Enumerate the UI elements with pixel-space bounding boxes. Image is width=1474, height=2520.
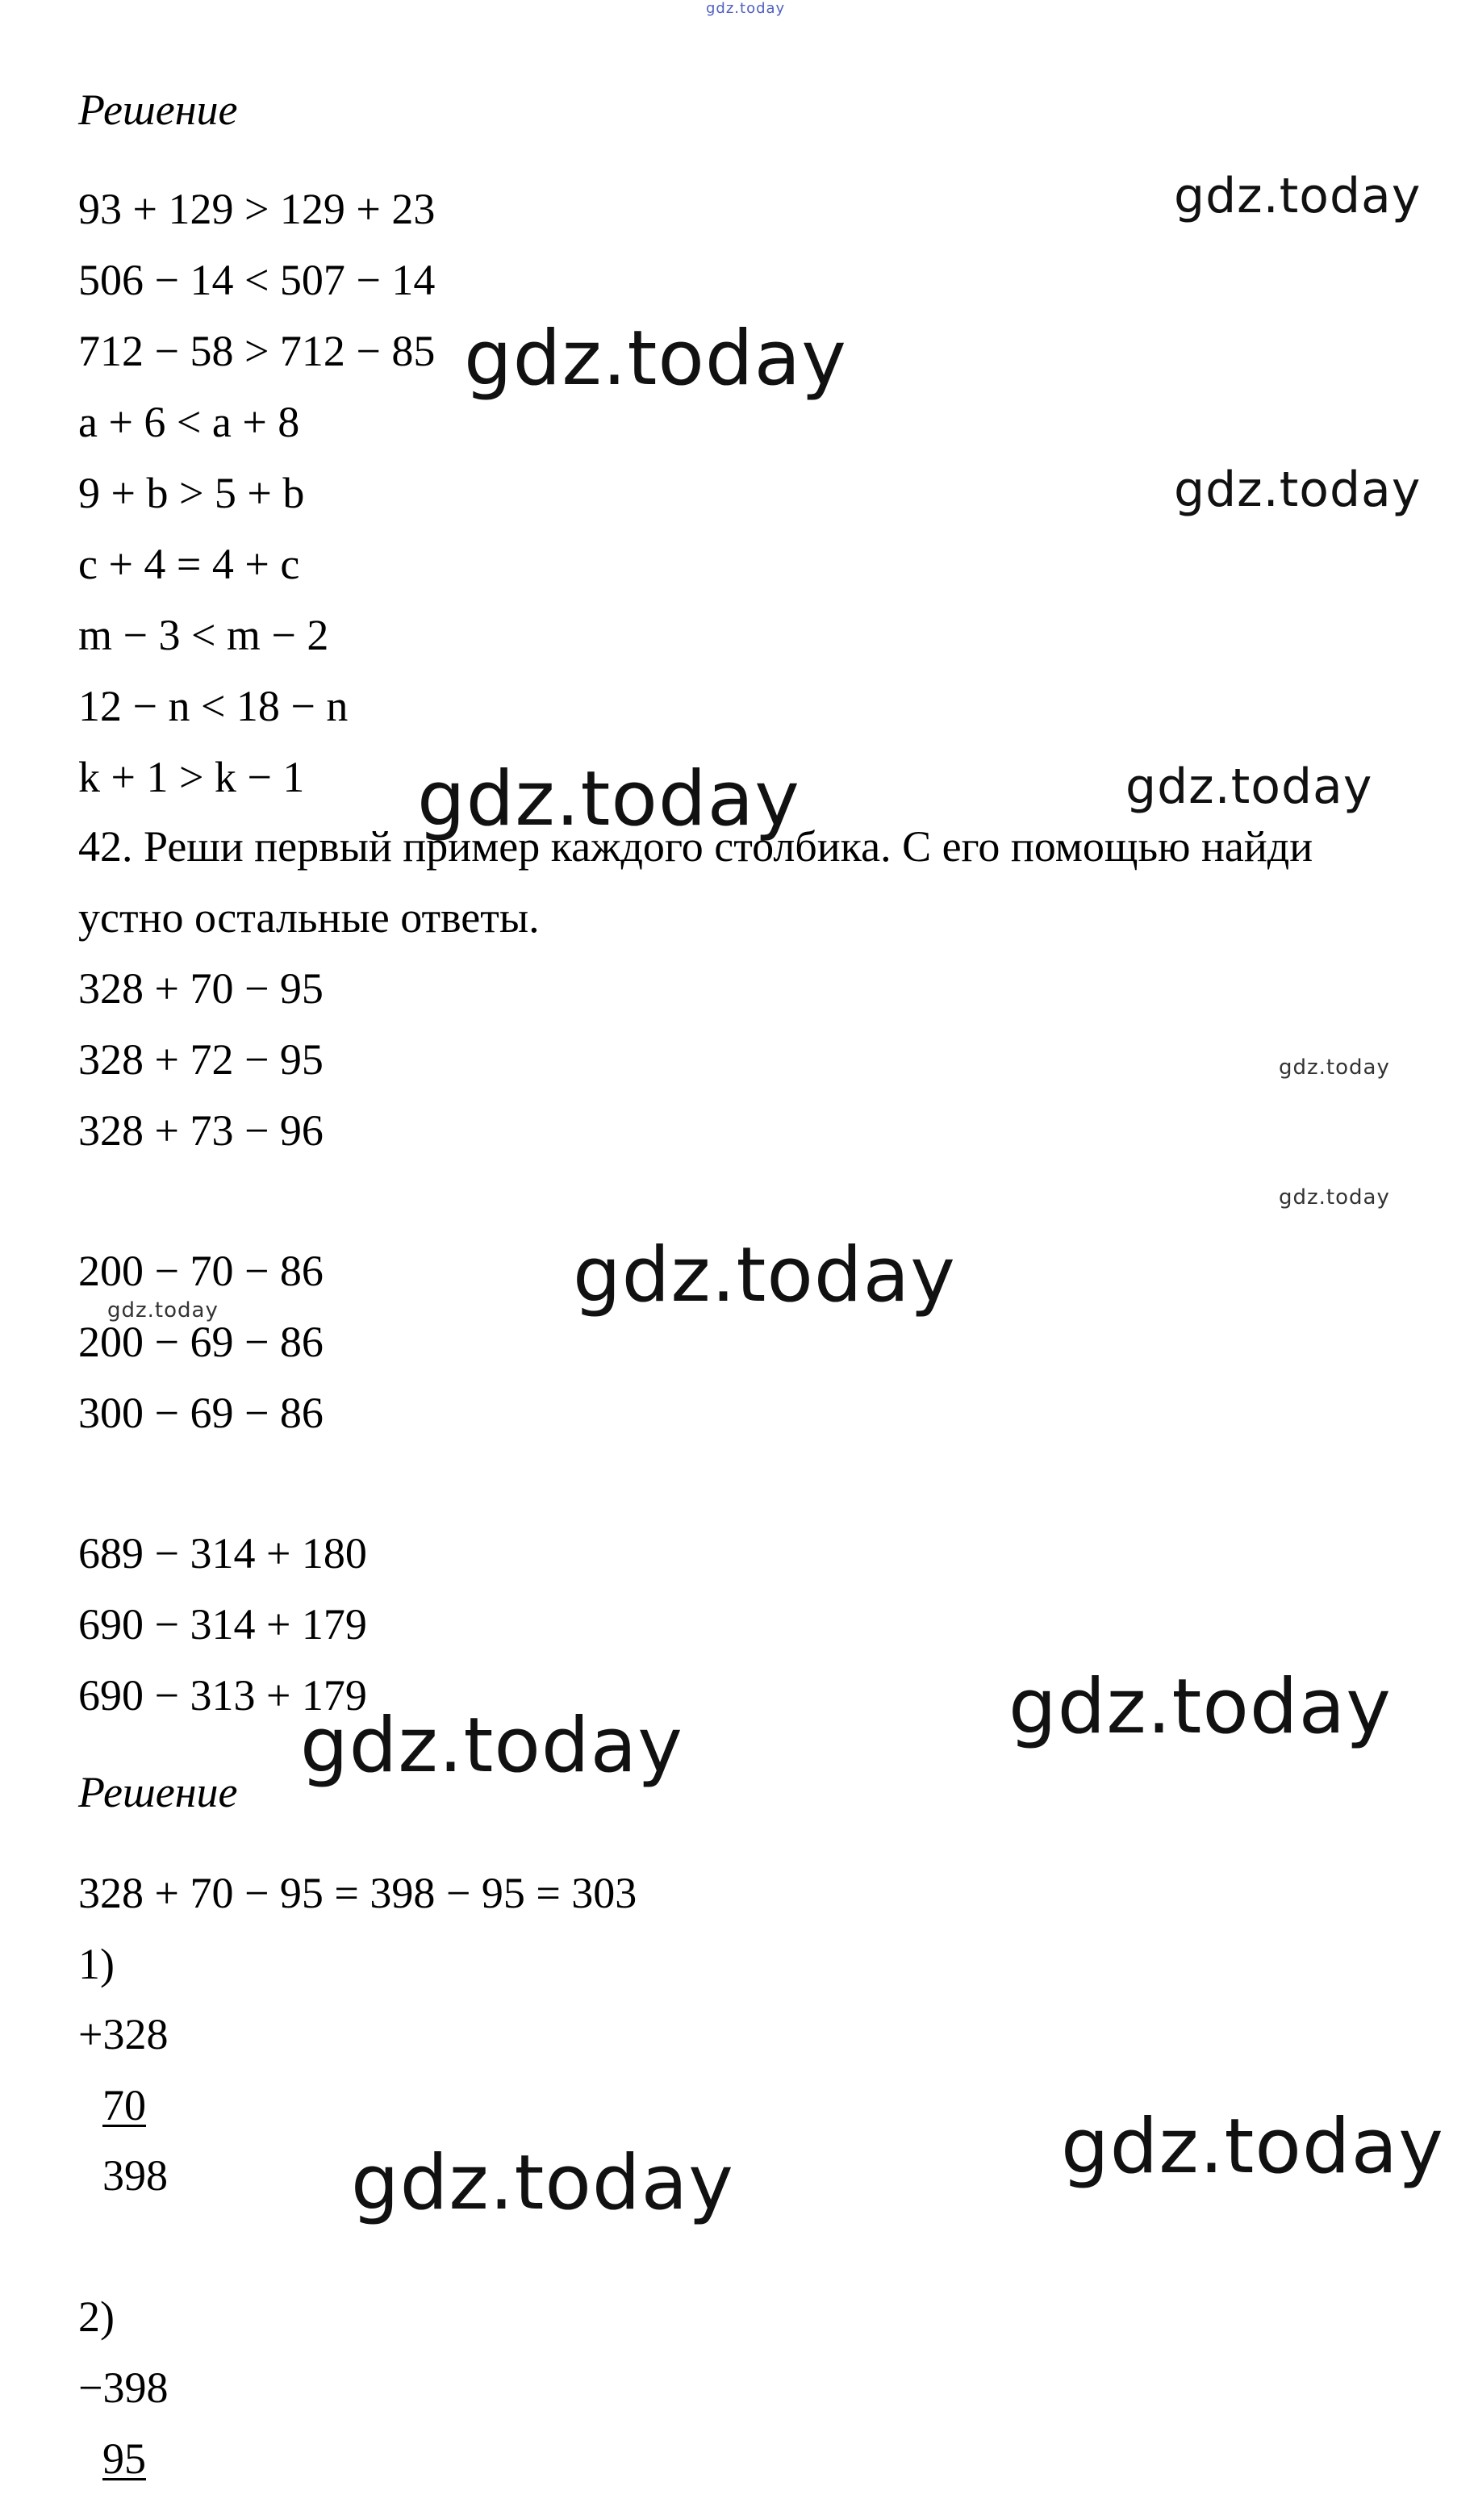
example-line: 200 − 69 − 86 xyxy=(78,1318,324,1366)
watermark: gdz.today xyxy=(417,755,800,843)
example-line: 328 + 73 − 96 xyxy=(78,1106,324,1155)
example-line: 200 − 70 − 86 xyxy=(78,1247,324,1295)
solution-heading-2: Решение xyxy=(78,1768,238,1816)
column-result: 398 xyxy=(102,2151,168,2200)
example-line: 300 − 69 − 86 xyxy=(78,1389,324,1437)
step-label: 1) xyxy=(78,1940,115,1988)
watermark: gdz.today xyxy=(351,2139,734,2227)
column-top: +328 xyxy=(78,2010,169,2058)
watermark: gdz.today xyxy=(300,1702,683,1790)
column-addend: 70 xyxy=(102,2081,146,2129)
watermark: gdz.today xyxy=(107,1298,219,1323)
solution-line: 93 + 129 > 129 + 23 xyxy=(78,185,436,233)
column-subtrahend: 95 xyxy=(102,2434,146,2483)
watermark: gdz.today xyxy=(1125,759,1373,815)
watermark: gdz.today xyxy=(1279,1055,1390,1080)
example-line: 689 − 314 + 180 xyxy=(78,1529,367,1578)
step-label: 2) xyxy=(78,2292,115,2341)
solution-line: 12 − n < 18 − n xyxy=(78,682,349,730)
watermark-top: gdz.today xyxy=(706,0,786,17)
example-line: 328 + 72 − 95 xyxy=(78,1035,324,1084)
example-line: 690 − 314 + 179 xyxy=(78,1600,367,1649)
watermark: gdz.today xyxy=(1008,1663,1392,1751)
watermark: gdz.today xyxy=(1174,462,1422,518)
column-top: −398 xyxy=(78,2363,169,2412)
task-statement: 42. Реши первый пример каждого столбика. С его помощью найди xyxy=(78,822,1313,871)
solution-heading-1: Решение xyxy=(78,86,238,134)
solution-line: 712 − 58 > 712 − 85 xyxy=(78,327,436,375)
solution-line: k + 1 > k − 1 xyxy=(78,753,305,801)
solution-line: a + 6 < a + 8 xyxy=(78,398,300,446)
watermark: gdz.today xyxy=(464,315,847,403)
solution-line: c + 4 = 4 + c xyxy=(78,540,300,588)
watermark: gdz.today xyxy=(1174,168,1422,224)
solution-equation: 328 + 70 − 95 = 398 − 95 = 303 xyxy=(78,1869,637,1917)
task-statement: устно остальные ответы. xyxy=(78,893,540,942)
watermark: gdz.today xyxy=(1061,2103,1444,2191)
solution-line: 9 + b > 5 + b xyxy=(78,469,305,517)
watermark: gdz.today xyxy=(573,1231,956,1319)
example-line: 328 + 70 − 95 xyxy=(78,964,324,1013)
solution-line: m − 3 < m − 2 xyxy=(78,611,329,659)
watermark: gdz.today xyxy=(1279,1185,1390,1210)
example-line: 690 − 313 + 179 xyxy=(78,1671,367,1720)
solution-line: 506 − 14 < 507 − 14 xyxy=(78,256,436,304)
